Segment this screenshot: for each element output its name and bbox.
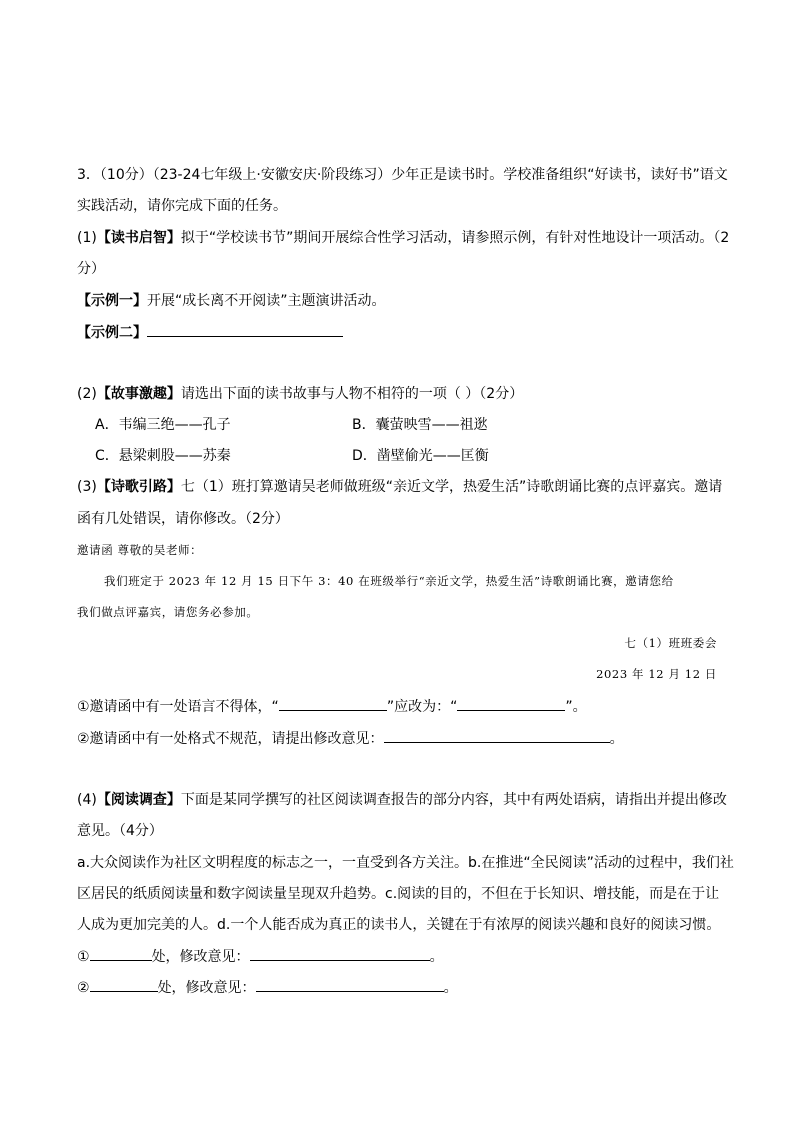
passage-line3: 人成为更加完美的人。d.一个人能否成为真正的读书人，关键在于有浓厚的阅读兴趣和良好的阅读习惯。: [77, 917, 721, 933]
part4-number: (4): [77, 792, 97, 808]
q2-suffix: 。: [609, 731, 624, 747]
answer1-middle: 处，修改意见：: [151, 949, 250, 965]
passage-line1: a.大众阅读作为社区文明程度的标志之一，一直受到各方关注。b.在推进“全民阅读”活动的过程中，我们社: [77, 855, 734, 871]
part1-line2: 分）: [77, 261, 105, 277]
question-header-line1: 3．（10分）（23-24七年级上·安徽安庆·阶段练习）少年正是读书时。学校准备组织“好读书，读好书”语文: [77, 167, 728, 183]
letter-body-line2: 我们做点评嘉宾，请您务必参加。: [77, 605, 259, 619]
option-d[interactable]: D．凿壁偷光——匡衡: [352, 448, 489, 464]
part3-tag: 【诗歌引路】: [96, 479, 181, 495]
part3-question1: [77, 696, 587, 717]
answer1-number: ①: [77, 949, 90, 965]
question-header-line2: 实践活动，请你完成下面的任务。: [77, 198, 287, 214]
answer2-revision-blank[interactable]: [256, 977, 444, 992]
part3-number: (3): [77, 479, 97, 495]
q1-corrected-blank[interactable]: [457, 696, 565, 711]
part2-line1: [77, 384, 523, 404]
part1-example1: [77, 291, 386, 311]
part4-answer1: [77, 946, 444, 967]
answer1-revision-blank[interactable]: [250, 946, 430, 961]
example2-tag: 【示例二】: [77, 325, 147, 341]
part1-text: 拟于“学校读书节”期间开展综合性学习活动，请参照示例，有针对性地设计一项活动。（2: [180, 230, 730, 246]
q2-prefix: ②邀请函中有一处格式不规范，请提出修改意见：: [77, 731, 384, 747]
q1-suffix: ”。: [565, 699, 587, 715]
answer1-location-blank[interactable]: [90, 946, 152, 961]
part2-number: (2): [77, 386, 97, 402]
part3-question2: [77, 728, 624, 749]
q1-middle: ”应改为：“: [386, 699, 458, 715]
part1-example2: [77, 322, 343, 343]
part1-line1: [77, 228, 729, 248]
part3-text: 七（1）班打算邀请吴老师做班级“亲近文学，热爱生活”诗歌朗诵比赛的点评嘉宾。邀请: [180, 479, 723, 495]
part4-text: 下面是某同学撰写的社区阅读调查报告的部分内容，其中有两处语病，请指出并提出修改: [180, 792, 727, 808]
answer2-number: ②: [77, 980, 90, 996]
q1-prefix: ①邀请函中有一处语言不得体，“: [77, 699, 279, 715]
q1-original-blank[interactable]: [279, 696, 387, 711]
letter-signature: 七（1）班班委会: [624, 636, 717, 650]
passage-line2: 区居民的纸质阅读量和数字阅读量呈现双升趋势。c.阅读的目的，不但在于长知识、增技能，而是在于让: [77, 886, 720, 902]
part4-answer2: [77, 977, 458, 998]
letter-heading: 邀请函 尊敬的吴老师：: [77, 543, 203, 557]
part4-line1: [77, 790, 727, 810]
answer2-suffix: 。: [443, 980, 458, 996]
letter-body-line1: 我们班定于 2023 年 12 月 15 日下午 3：40 在班级举行“亲近文学，热爱生活”诗歌朗诵比赛，邀请您给: [104, 574, 674, 588]
part1-number: (1): [77, 230, 97, 246]
q2-answer-blank[interactable]: [384, 728, 610, 743]
example2-answer-blank[interactable]: [147, 322, 343, 337]
option-b[interactable]: B．囊萤映雪——祖逖: [352, 417, 488, 433]
option-a[interactable]: A．韦编三绝——孔子: [95, 417, 231, 433]
answer1-suffix: 。: [429, 949, 444, 965]
part2-text: 请选出下面的读书故事与人物不相符的一项（ ）（2分）: [180, 386, 524, 402]
answer2-location-blank[interactable]: [90, 977, 158, 992]
part1-tag: 【读书启智】: [96, 230, 181, 246]
part2-tag: 【故事激趣】: [96, 386, 181, 402]
example1-text: 开展“成长离不开阅读”主题演讲活动。: [147, 293, 386, 309]
part4-tag: 【阅读调查】: [96, 792, 181, 808]
example1-tag: 【示例一】: [77, 293, 147, 309]
option-c[interactable]: C．悬梁刺股——苏秦: [95, 448, 231, 464]
letter-date: 2023 年 12 月 12 日: [596, 667, 717, 681]
answer2-middle: 处，修改意见：: [157, 980, 256, 996]
part3-line1: [77, 477, 722, 497]
part4-line2: 意见。（4分）: [77, 823, 163, 839]
part3-line2: 函有几处错误，请你修改。（2分）: [77, 511, 289, 527]
